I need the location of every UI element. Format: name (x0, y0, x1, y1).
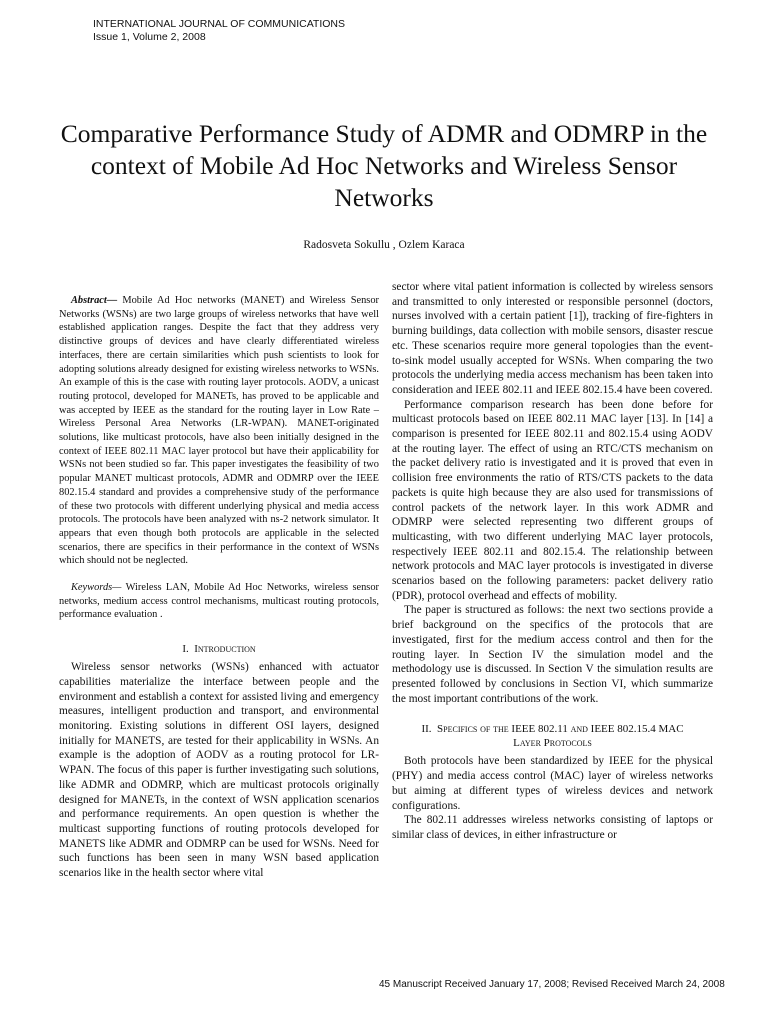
page-footer: 45 Manuscript Received January 17, 2008; Revised Received March 24, 2008 (379, 979, 725, 990)
abstract (59, 294, 379, 568)
paper-title: Comparative Performance Study of ADMR and ODMRP in the context of Mobile Ad Hoc Networks and Wireless Sensor Networks (60, 119, 708, 212)
specifics-paragraph-2: The 802.11 addresses wireless networks consisting of laptops or similar class of devices, in either infrastructure or (392, 814, 713, 841)
authors: Radosveta Sokullu , Ozlem Karaca (303, 239, 465, 251)
left-column (59, 294, 379, 881)
keywords-text: Wireless LAN, Mobile Ad Hoc Networks, wireless sensor networks, medium access control mechanisms, multicast routing protocols, performance evaluation . (59, 582, 379, 621)
intro-paragraph-1: Wireless sensor networks (WSNs) enhanced with actuator capabilities materialize the interface between people and the environment and establish a context for assisted living and emergency measures, intelligent production and transport, and environmental monitoring. Existing solutions in different OSI layers, designed initially for MANETS, are tested for their applicability in WSNs. An example is the adoption of AODV as a routing protocol for LR-WPAN. The focus of this paper is further investigating such solutions, like ADMR and ODMRP, which are multicast protocols originally designed for MANETs, in the context of WSN application scenarios and performance requirements. An open question is whether the multicast supporting functions of routing protocols developed for MANETS like ADMR and ODMRP can be used for WSNs. Need for such functions has been seen in many WSN based application scenarios like in the health sector where vital (59, 661, 379, 880)
journal-name: INTERNATIONAL JOURNAL OF COMMUNICATIONS (93, 18, 346, 30)
keywords-label: Keywords— (71, 582, 122, 594)
intro-paragraph-2: Performance comparison research has been done before for multicast protocols based on IEEE 802.11 MAC layer [13]. In [14] a comparison is presented for IEEE 802.11 and 802.15.4 using AODV at the routing layer. The effect of using an RTC/CTS mechanism on the packet delivery ratio is investigated and it is proved that even in collision free environments the ratio of RTS/CTS packets to the data packets is quite high because they are also used for transmissions of control packets of the network layer. In this work ADMR and ODMRP were selected representing two different groups of multicasting, with two different underlying MAC layer protocols, respectively IEEE 802.11 and 802.15.4. The relationship between network protocols and MAC layer protocols is investigated in diverse scenarios based on the following parameters: packet delivery ratio (PDR), protocol overhead and effects of mobility. (392, 398, 713, 602)
abstract-text: Mobile Ad Hoc networks (MANET) and Wireless Sensor Networks (WSNs) are two large groups of wireless networks that have well established application ranges. Despite the fact that they address very distinctive groups of devices and have clearly differentiated wireless interfaces, there are certain similarities which push scientists to look for adopting solutions already designed for existing wireless networks to WSNs. An example of this is the case with routing layer protocols. AODV, a unicast routing protocol, developed for MANETs, has proved to be applicable and was accepted by IEEE as the standard for the routing layer in Low Rate – Wireless Personal Area Networks (LR-WPAN). MANET-originated solutions, like multicast protocols, have also been initially designed in the context of IEEE 802.11 MAC layer protocol but have their applicability for WSNs not been studied so far. This paper investigates the feasibility of two popular MANET multicast protocols, ADMR and ODMRP over the IEEE 802.15.4 standard and provides a comprehensive study of the performance of these two protocols with different underlying physical and media access protocols. The protocols have been analyzed with ns-2 network simulator. It appears that even though both protocols are applicable in the selected scenarios, there are specifics in their performance in the context of WSNs which should not be neglected. (59, 295, 379, 567)
right-column (392, 280, 713, 843)
keywords (59, 581, 379, 622)
specifics-paragraph-1: Both protocols have been standardized by IEEE for the physical (PHY) and media access control (MAC) layer of wireless networks but aiming at different types of wireless devices and network configurations. (392, 755, 713, 812)
abstract-label: Abstract— (71, 295, 118, 306)
journal-header (93, 18, 345, 44)
intro-paragraph-3: The paper is structured as follows: the next two sections provide a brief background on the specifics of the protocols that are investigated, first for the medium access control and then for the routing layer. In Section IV the simulation model and the methodology use is discussed. In Section V the simulation results are presented followed by conclusions in Section VI, which summarize the most important contributions of the work. (392, 604, 713, 705)
intro-paragraph-1-continued: sector where vital patient information is collected by wireless sensors and transmitted to only interested or responsible personnel (doctors, nurses involved with a certain patient [1]), tracking of fire-fighters in burning buildings, data collection with mobile sensors, disaster rescue etc. These scenarios require more general topologies than the event-to-sink model usually accepted for WSNs. When comparing the two protocols the underlying media access mechanism has been taken into consideration and IEEE 802.11 and IEEE 802.15.4 have been covered. (392, 281, 713, 396)
section-heading-introduction: I. Introduction (182, 643, 256, 656)
section-heading-specifics: II. Specifics of the IEEE 802.11 and IEEE 802.15.4 MAC Layer Protocols (421, 723, 684, 750)
journal-issue: Issue 1, Volume 2, 2008 (93, 31, 206, 43)
